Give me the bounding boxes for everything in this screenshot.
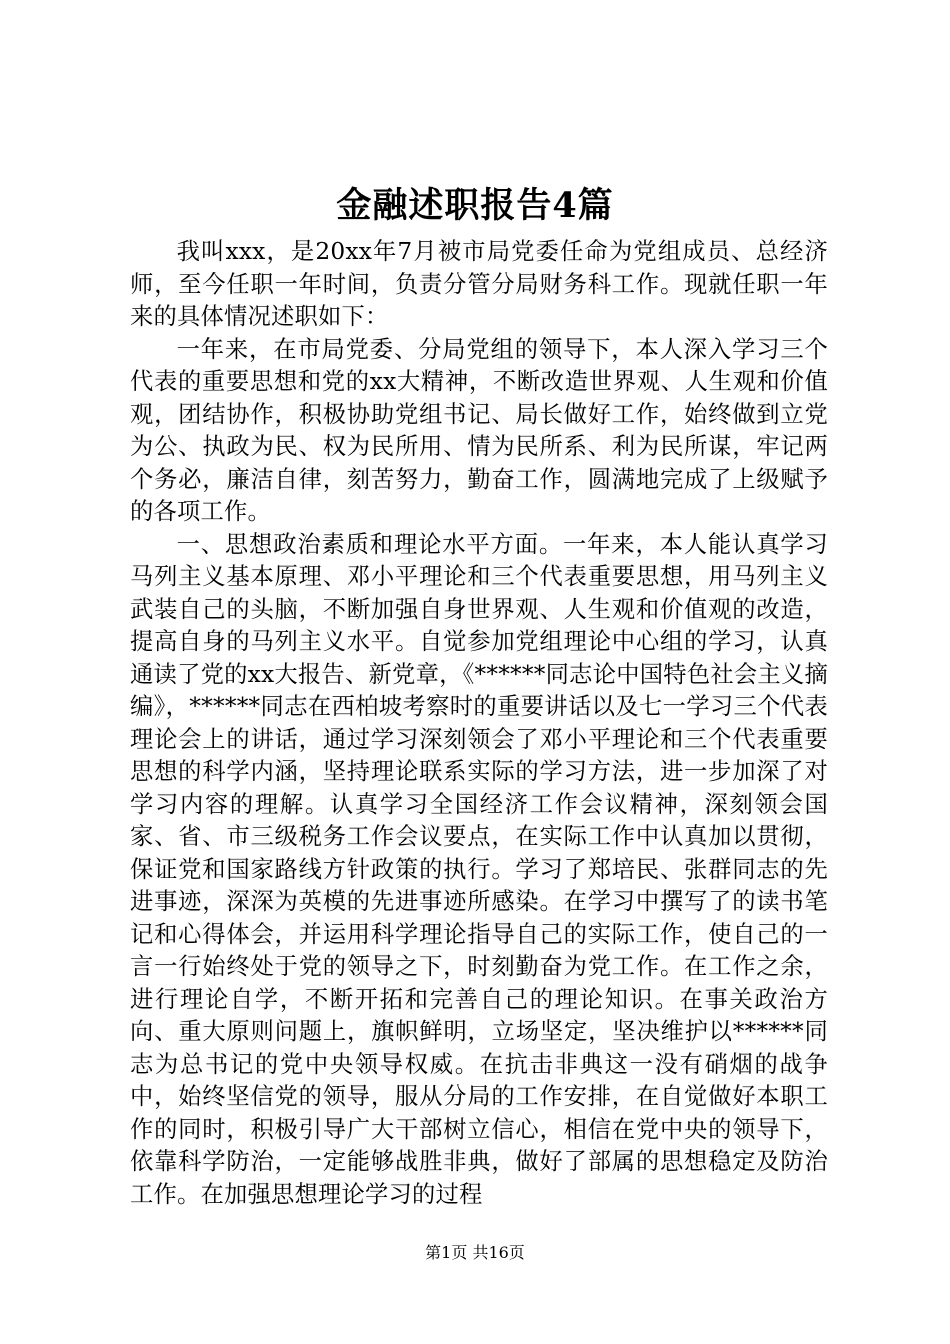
document-title: 金融述职报告4篇 <box>336 185 614 226</box>
paragraph-intro: 我叫xxx，是20xx年7月被市局党委任命为党组成员、总经济师，至今任职一年时间，负责分管分局财务科工作。现就任职一年来的具体情况述职如下： <box>130 238 828 330</box>
paragraph-summary: 一年来，在市局党委、分局党组的领导下，本人深入学习三个代表的重要思想和党的xx大精神，不断改造世界观、人生观和价值观，团结协作，积极协助党组书记、局长做好工作，始终做到立党为公、执政为民、权为民所用、情为民所系、利为民所谋，牢记两个务必，廉洁自律，刻苦努力，勤奋工作，圆满地完成了上级赋予的各项工作。 <box>130 335 828 525</box>
page-footer: 第1页 共16页 <box>425 1243 525 1262</box>
document-body <box>130 236 828 1211</box>
paragraph-section-one: 一、思想政治素质和理论水平方面。一年来，本人能认真学习马列主义基本原理、邓小平理论和三个代表重要思想，用马列主义武装自己的头脑，不断加强自身世界观、人生观和价值观的改造，提高自身的马列主义水平。自觉参加党组理论中心组的学习，认真通读了党的xx大报告、新党章，《******同志论中国特色社会主义摘编》，******同志在西柏坡考察时的重要讲话以及七一学习三个代表理论会上的讲话，通过学习深刻领会了邓小平理论和三个代表重要思想的科学内涵，坚持理论联系实际的学习方法，进一步加深了对学习内容的理解。认真学习全国经济工作会议精神，深刻领会国家、省、市三级税务工作会议要点，在实际工作中认真加以贯彻，保证党和国家路线方针政策的执行。学习了郑培民、张群同志的先进事迹，深深为英模的先进事迹所感染。在学习中撰写了的读书笔记和心得体会，并运用科学理论指导自己的实际工作，使自己的一言一行始终处于党的领导之下，时刻勤奋为党工作。在工作之余，进行理论自学，不断开拓和完善自己的理论知识。在事关政治方向、重大原则问题上，旗帜鲜明，立场坚定，坚决维护以******同志为总书记的党中央领导权威。在抗击非典这一没有硝烟的战争中，始终坚信党的领导，服从分局的工作安排，在自觉做好本职工作的同时，积极引导广大干部树立信心，相信在党中央的领导下，依靠科学防治，一定能够战胜非典，做好了部属的思想稳定及防治工作。在加强思想理论学习的过程 <box>130 530 828 1208</box>
